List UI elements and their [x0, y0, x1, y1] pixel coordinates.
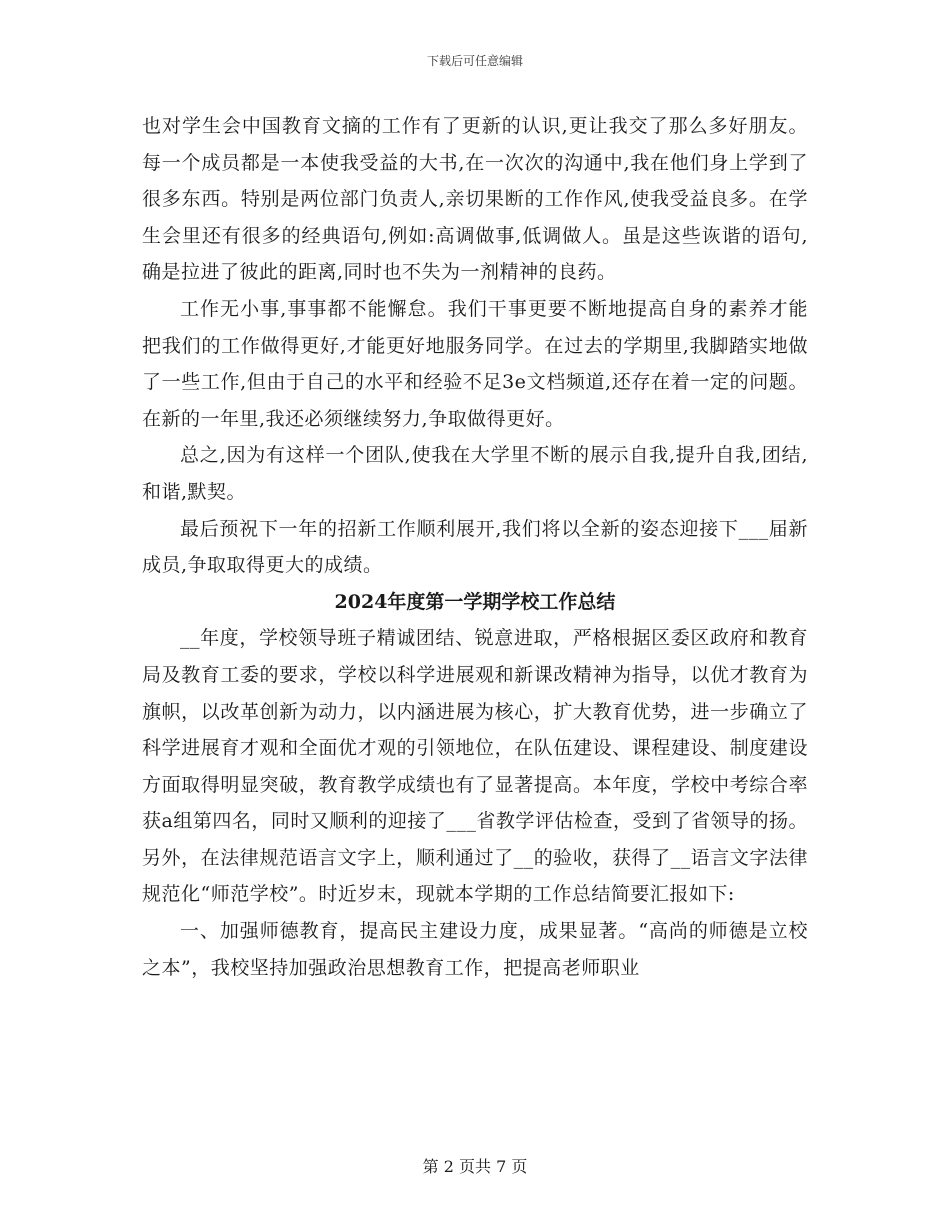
body-paragraph-2: 工作无小事,事事都不能懈怠。我们干事更要不断地提高自身的素养才能把我们的工作做得更好,才能更好地服务同学。在过去的学期里,我脚踏实地做了一些工作,但由于自己的水平和经验不足3e文档频道,还存在着一定的问题。在新的一年里,我还必须继续努力,争取做得更好。 — [142, 297, 808, 430]
page-header: 下载后可任意编辑 — [426, 54, 523, 68]
section-paragraph-1: __年度，学校领导班子精诚团结、锐意进取，严格根据区委区政府和教育局及教育工委的要求，学校以科学进展观和新课改精神为指导，以优才教育为旗帜，以改革创新为动力，以内涵进展为核心，扩大教育优势，进一步确立了科学进展育才观和全面优才观的引领地位，在队伍建设、课程建设、制度建设方面取得明显突破，教育教学成绩也有了显著提高。本年度，学校中考综合率获a组第四名，同时又顺利的迎接了___省教学评估检查，受到了省领导的扬。另外，在法律规范语言文字上，顺利通过了__的验收，获得了__语言文字法律规范化“师范学校”。时近岁末，现就本学期的工作总结简要汇报如下: — [142, 627, 808, 906]
section-paragraph-2: 一、加强师德教育，提高民主建设力度，成果显著。“高尚的师德是立校之本”，我校坚持加强政治思想教育工作，把提高老师职业 — [142, 920, 808, 979]
body-paragraph-1: 也对学生会中国教育文摘的工作有了更新的认识,更让我交了那么多好朋友。每一个成员都是一本使我受益的大书,在一次次的沟通中,我在他们身上学到了很多东西。特别是两位部门负责人,亲切果断的工作作风,使我受益良多。在学生会里还有很多的经典语句,例如:高调做事,低调做人。虽是这些诙谐的语句,确是拉进了彼此的距离,同时也不失为一剂精神的良药。 — [142, 115, 808, 284]
section-title: 2024年度第一学期学校工作总结 — [334, 590, 616, 613]
page-footer: 第 2 页共 7 页 — [422, 1157, 528, 1176]
body-paragraph-3: 总之,因为有这样一个团队,使我在大学里不断的展示自我,提升自我,团结,和谐,默契。 — [142, 444, 808, 503]
document-body — [142, 108, 808, 986]
body-paragraph-4: 最后预祝下一年的招新工作顺利展开,我们将以全新的姿态迎接下___届新成员,争取取得更大的成绩。 — [142, 517, 808, 577]
